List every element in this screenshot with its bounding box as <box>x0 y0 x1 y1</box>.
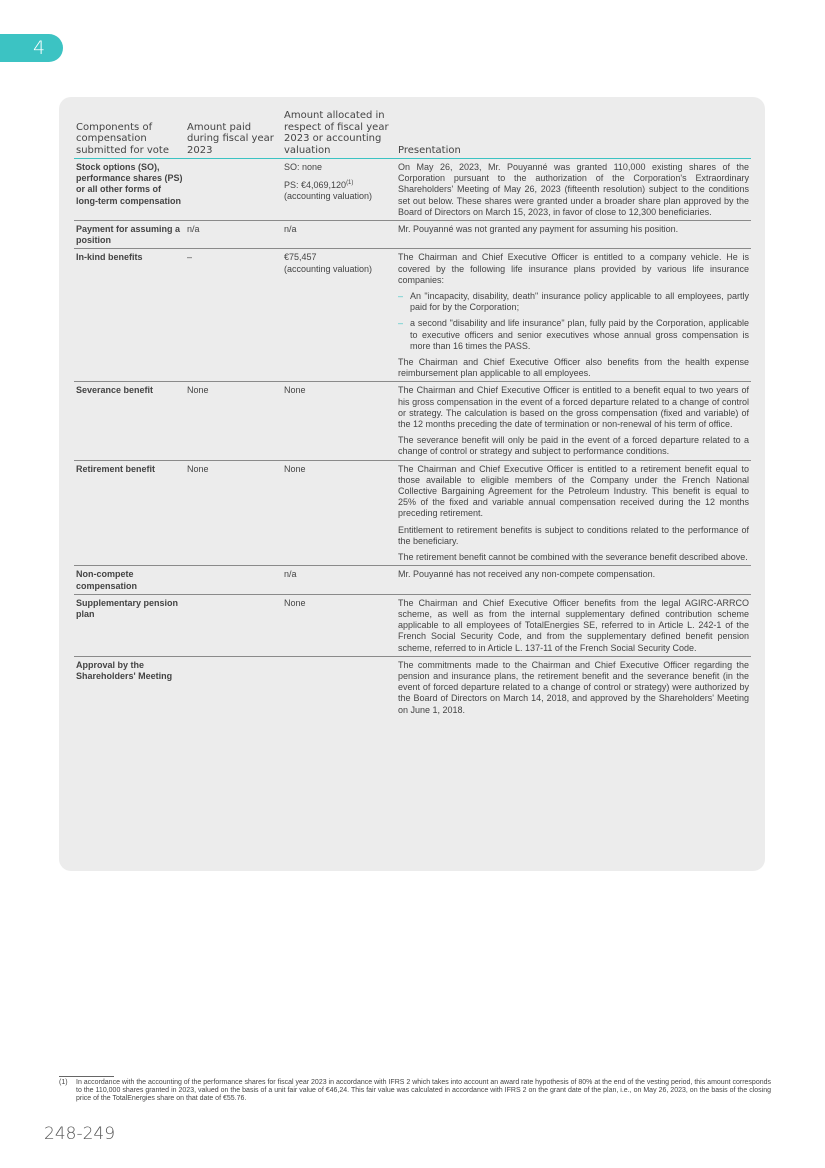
row-paid: n/a <box>185 221 282 249</box>
row-paid: None <box>185 382 282 460</box>
row-allocated <box>282 159 396 221</box>
allocated-ps <box>284 180 394 191</box>
row-paid <box>185 159 282 221</box>
allocated-note: (accounting valuation) <box>284 263 373 274</box>
footnote-ref: (1) <box>346 180 354 187</box>
table-row <box>74 594 751 656</box>
table-row <box>74 566 751 594</box>
row-allocated: None <box>282 460 396 566</box>
row-presentation <box>396 159 751 221</box>
header-presentation: Presentation <box>396 110 751 159</box>
row-component: Stock options (SO), performance shares (PS) or all other forms of long-term compensation <box>74 159 185 221</box>
table-row <box>74 159 751 221</box>
compensation-table <box>74 110 751 718</box>
row-paid: – <box>185 249 282 382</box>
presentation-paragraph: Mr. Pouyanné was not granted any payment for assuming his position. <box>398 224 679 235</box>
row-allocated: None <box>282 382 396 460</box>
table-row <box>74 460 751 566</box>
row-allocated <box>282 656 396 718</box>
row-paid: None <box>185 460 282 566</box>
row-component: Supplementary pension plan <box>74 594 185 656</box>
presentation-paragraph: The severance benefit will only be paid in the event of a forced departure related to a change of control or strategy and subject to performance conditions. <box>398 435 749 457</box>
row-component: Approval by the Shareholders' Meeting <box>76 659 173 681</box>
table-row <box>74 221 751 249</box>
bullet-item: – a second "disability and life insurance" plan, fully paid by the Corporation, applicable to executive officers and senior executives whose annual gross compensation is more than 16 times the PASS. <box>398 318 749 352</box>
row-presentation <box>396 382 751 460</box>
table-header-row <box>74 110 751 159</box>
row-presentation <box>396 656 751 718</box>
row-allocated: n/a <box>282 221 396 249</box>
row-paid <box>185 566 282 594</box>
presentation-paragraph: The Chairman and Chief Executive Officer benefits from the legal AGIRC-ARRCO scheme, as well as from the internal supplementary defined contribution scheme applicable to all employees of TotalEnergies SE, referred to in Article L. 242-1 of the French Social Security Code, and from the supplementary defined benefit pension scheme, referred to in Article L. 137-11 of the French Social Security Code. <box>398 597 749 653</box>
bullet-list <box>398 291 749 352</box>
row-component: Non-compete compensation <box>74 566 185 594</box>
presentation-paragraph: Entitlement to retirement benefits is subject to conditions related to the performance of the beneficiary. <box>398 524 749 546</box>
allocated-ps-value: PS: €4,069,120 <box>284 180 347 191</box>
row-component: Retirement benefit <box>74 460 185 566</box>
bullet-item: – An "incapacity, disability, death" insurance policy applicable to all employees, partly paid for by the Corporation; <box>398 291 749 313</box>
row-presentation <box>396 249 751 382</box>
row-presentation <box>396 566 751 594</box>
row-paid <box>185 594 282 656</box>
row-component: Severance benefit <box>74 382 185 460</box>
footnote-marker: (1) <box>59 1079 68 1086</box>
presentation-paragraph: On May 26, 2023, Mr. Pouyanné was granted 110,000 existing shares of the Corporation pursuant to the authorization of the Corporation's Extraordinary Shareholders' Meeting of May 26, 2023 (fifteenth resolution) subject to the conditions set out below. These shares were granted under a broader share plan approved by the Board of Directors on March 15, 2023, in favor of close to 12,300 beneficiaries. <box>398 162 749 217</box>
allocated-value: €75,457 <box>284 252 317 263</box>
page-number: 248-249 <box>44 1124 116 1144</box>
row-presentation <box>396 594 751 656</box>
row-allocated <box>282 249 396 382</box>
header-amount-paid: Amount paid during fiscal year 2023 <box>185 110 282 159</box>
row-presentation <box>396 460 751 566</box>
presentation-paragraph: The Chairman and Chief Executive Officer is entitled to a benefit equal to two years of his gross compensation in the event of a forced departure related to a change of control or strategy. The calculation is based on the gross compensation (fixed and variable) of the 12 months preceding the date of termination or non-renewal of his term of office. <box>398 385 749 430</box>
chapter-tab: 4 <box>0 34 63 62</box>
table-row <box>74 656 751 718</box>
footnote-text: In accordance with the accounting of the performance shares for fiscal year 2023 in accordance with IFRS 2 which takes into account an award rate hypothesis of 80% at the end of the vesting period, this amount corresponds to the 110,000 shares granted in 2023, valued on the basis of a unit fair value of €46,24. This fair value was calculated in accordance with IFRS 2 on the grant date of the plan, i.e., on May 26, 2023, on the basis of the closing price of the TotalEnergies share on that date of €55.76. <box>76 1079 771 1102</box>
presentation-paragraph: Mr. Pouyanné has not received any non-compete compensation. <box>398 569 656 580</box>
row-component: Payment for assuming a position <box>74 221 185 249</box>
row-allocated: None <box>282 594 396 656</box>
presentation-paragraph: The Chairman and Chief Executive Officer is entitled to a company vehicle. He is covered by the following life insurance plans provided by various life insurance companies: <box>398 252 749 285</box>
presentation-paragraph: The retirement benefit cannot be combined with the severance benefit described above. <box>398 552 748 563</box>
header-amount-allocated: Amount allocated in respect of fiscal year 2023 or accounting valuation <box>282 110 396 159</box>
row-presentation <box>396 221 751 249</box>
presentation-paragraph: The commitments made to the Chairman and Chief Executive Officer regarding the pension and insurance plans, the retirement benefit and the severance benefit (in the event of forced departure related to a change of control or strategy) were authorized by the Board of Directors on March 14, 2018, and approved by the Shareholders' Meeting on June 1, 2018. <box>398 659 749 715</box>
header-components: Components of compensation submitted for vote <box>74 110 185 159</box>
row-allocated: n/a <box>282 566 396 594</box>
table-row <box>74 249 751 382</box>
presentation-paragraph: The Chairman and Chief Executive Officer also benefits from the health expense reimbursement plan applicable to all employees. <box>398 357 749 379</box>
presentation-paragraph: The Chairman and Chief Executive Officer is entitled to a retirement benefit equal to those available to eligible members of the Company under the French National Collective Bargaining Agreement for the Petroleum Industry. This benefit is equal to 25% of the fixed and variable annual compensation received during the 12 months preceding retirement. <box>398 463 749 519</box>
table-row <box>74 382 751 460</box>
allocated-note: (accounting valuation) <box>284 191 373 202</box>
footnote-divider <box>59 1076 114 1077</box>
row-component: In-kind benefits <box>74 249 185 382</box>
row-paid <box>185 656 282 718</box>
footnote <box>59 1079 771 1103</box>
allocated-so: SO: none <box>284 162 323 172</box>
